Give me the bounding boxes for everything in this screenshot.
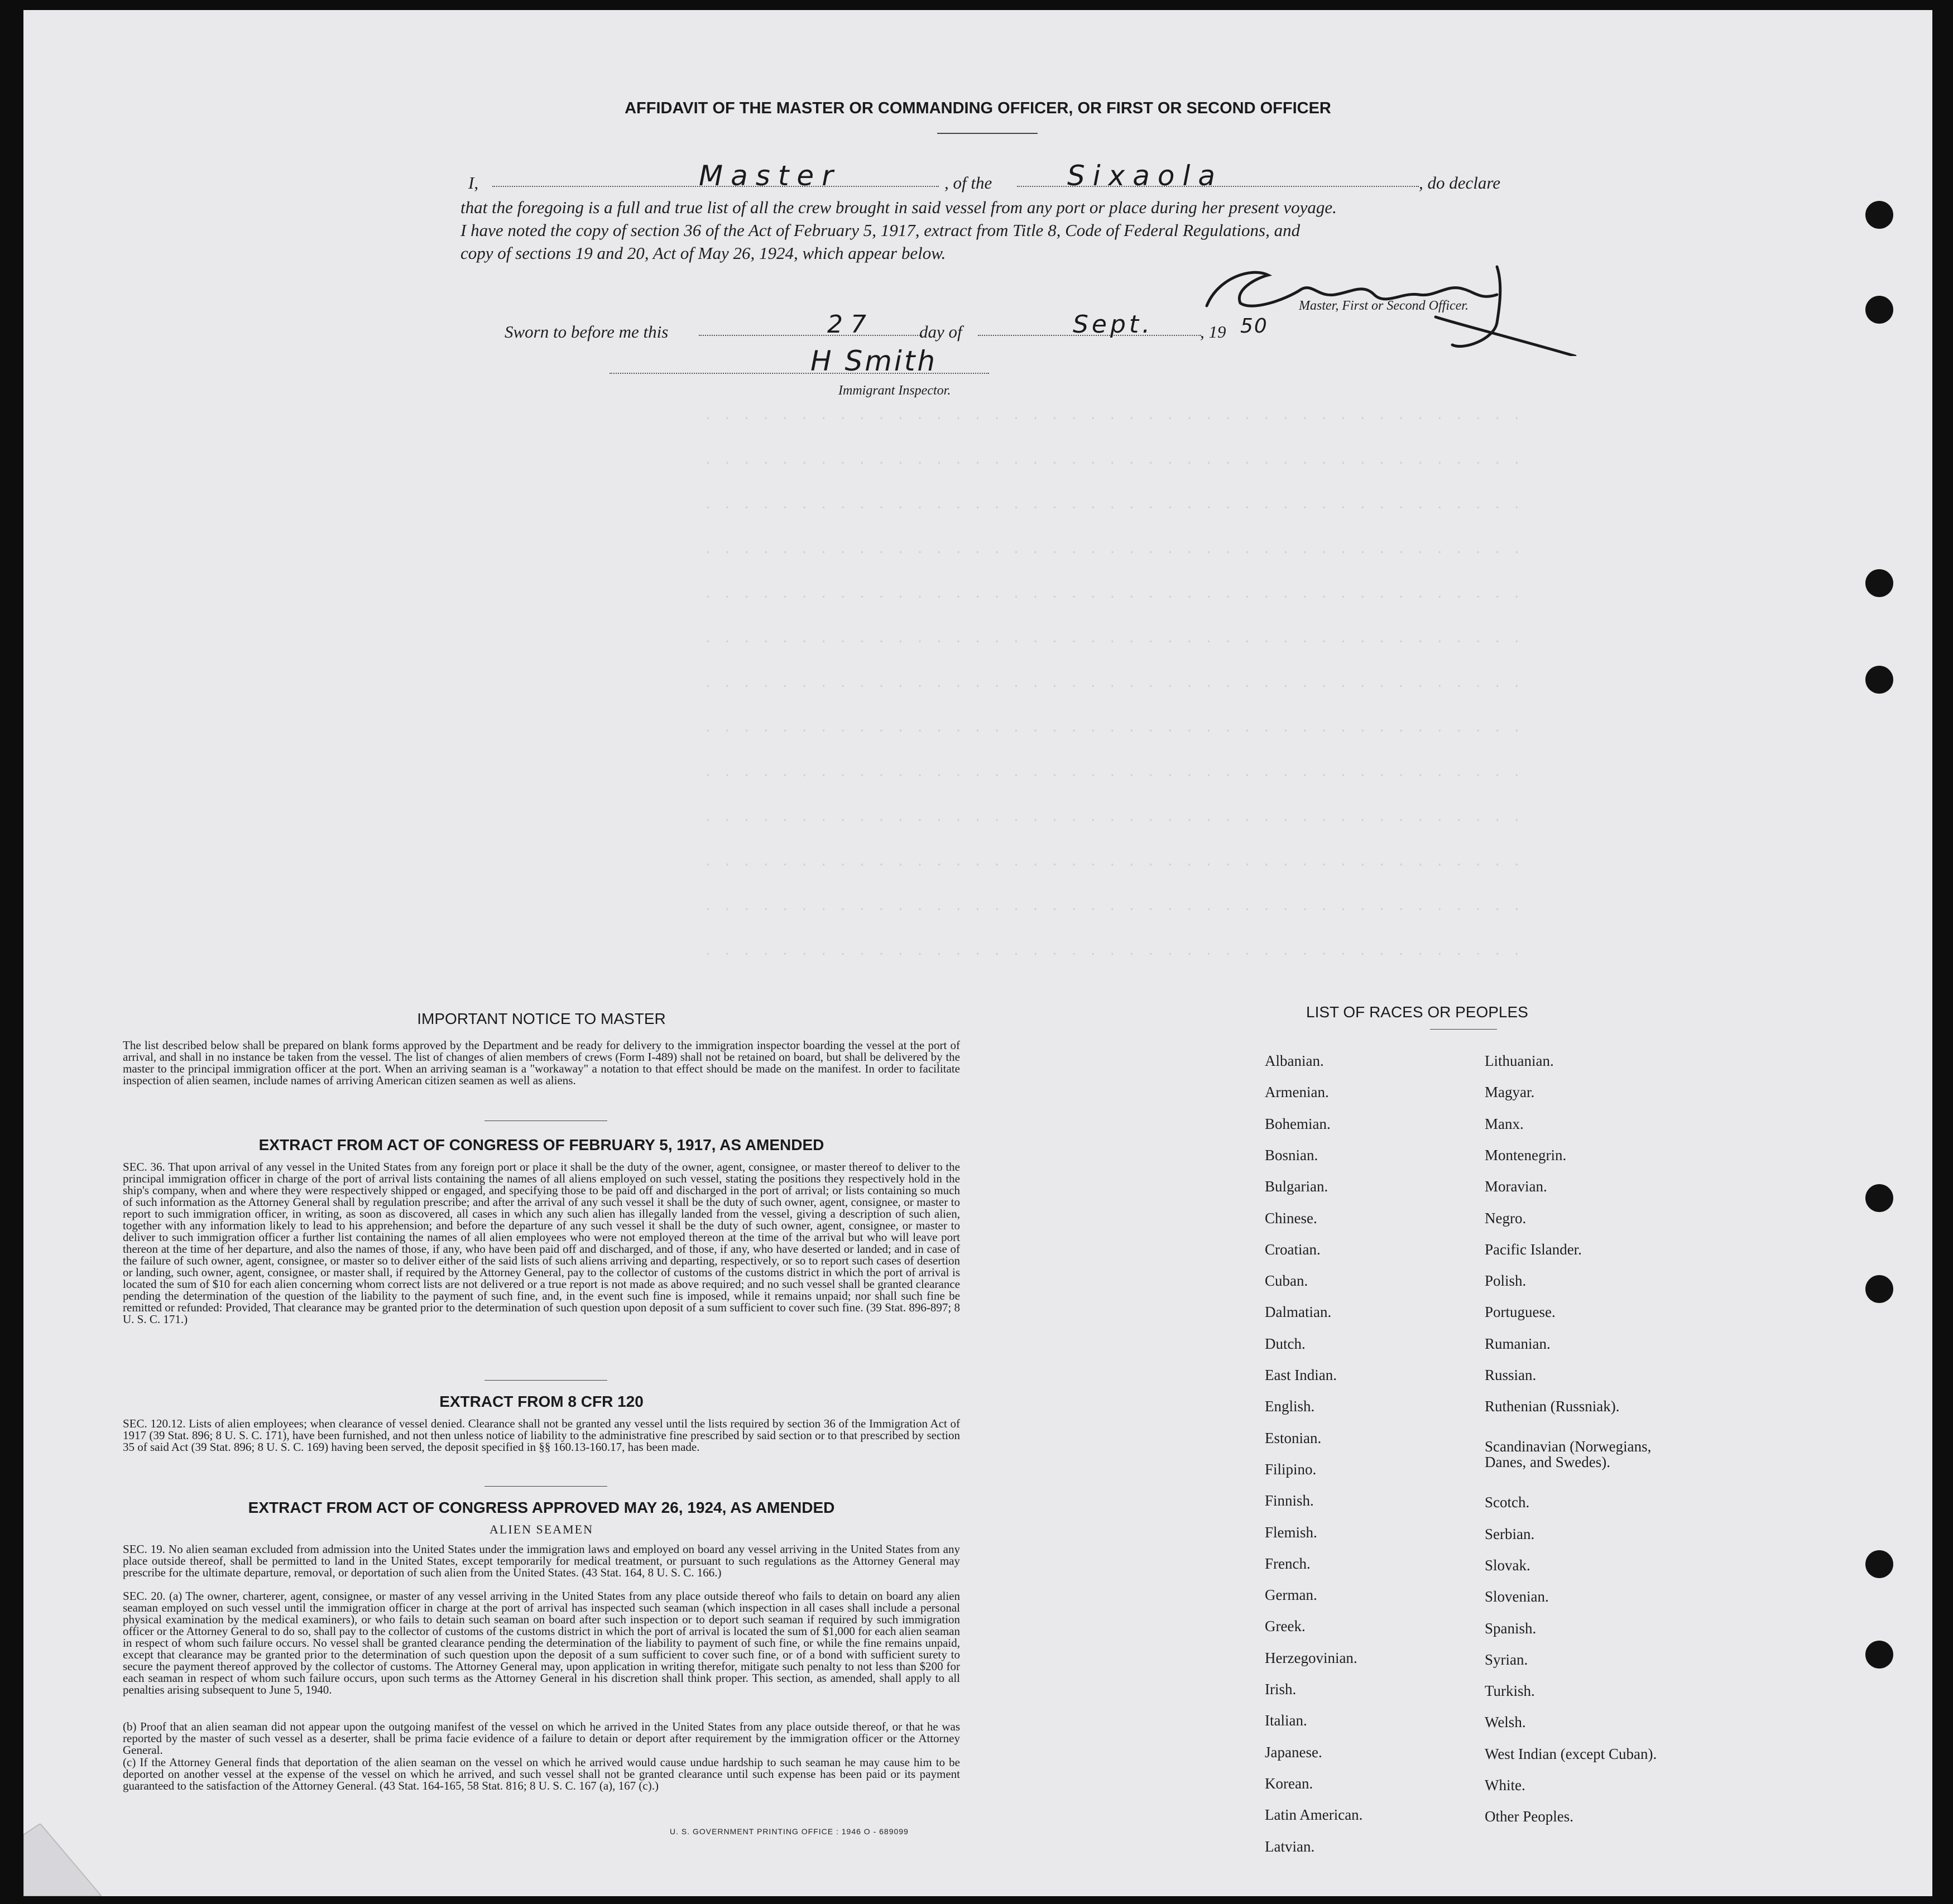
title-divider	[937, 133, 1038, 134]
race-item: White.	[1485, 1777, 1525, 1794]
bleed-through-row: · · · · · · · · · · · · · · · · · · · · · · · · · · · · · · · · · · · · · · · · · · ·	[704, 814, 1523, 828]
races-divider	[1430, 1029, 1497, 1030]
race-item: Greek.	[1265, 1618, 1306, 1635]
extract-1917-text: SEC. 36. That upon arrival of any vessel in the United States from any foreign port or place it shall be the duty of the owner, agent, consignee, or master thereof to deliver to the principal immigration officer in charge of the port of arrival lists containing the names of all aliens employed on such vessel, stating the positions they respectively hold in the ship's company, when and where they were respectively shipped or engaged, and specifying those to be paid off and discharged in the port of arrival; or lists containing so much of such information as the Attorney General shall by regulation prescribe; and after the arrival of any such vessel it shall be the duty of such owner, agent, consignee, or master to report to such immigration officer, in writing, as soon as discovered, all cases in which any such alien has illegally landed from the vessel, giving a description of such alien, together with any information likely to lead to his apprehension; and before the departure of any such vessel it shall be the duty of such owner, agent, consignee, or master to deliver to such immigration officer a further list containing the names of all alien employees who were not employed thereon at the time of the arrival but who will leave port thereon at the time of her departure, and also the names of those, if any, who have been paid off and discharged, and of those, if any, who have deserted or landed; and in case of the failure of such owner, agent, consignee, or master so to deliver either of the said lists of such aliens arriving and departing, respectively, or so to report such cases of desertion or landing, such owner, agent, consignee, or master shall, if required by the Attorney General, pay to the collector of customs of the customs district in which the port of arrival is located the sum of $10 for each alien concerning whom correct lists are not delivered or a true report is not made as above required; and no such vessel shall be granted clearance pending the determination of the question of the liability to the payment of such fine, and, in the event such fine is imposed, while it remains unpaid; nor shall such fine be remitted or refunded: Provided, That clearance may be granted prior to the determination of such question upon deposit of a sum sufficient to cover such fine. (39 Stat. 896-897; 8 U. S. C. 171.)	[123, 1160, 960, 1326]
sec-20b-text: (b) Proof that an alien seaman did not appear upon the outgoing manifest of the vessel on which he arrived in the United States from any place outside thereof, or that he was reported by the master of such vessel as a deserter, shall be prima facie evidence of a failure to detain or deport after requirement by the immigration officer or the Attorney General.	[123, 1720, 960, 1757]
race-item: Bosnian.	[1265, 1146, 1318, 1163]
race-item: Cuban.	[1265, 1272, 1308, 1290]
race-item: Bohemian.	[1265, 1115, 1331, 1132]
of-the-label: , of the	[944, 173, 992, 193]
affidavit-line-2: that the foregoing is a full and true list of all the crew brought in said vessel from any port or place during her present voyage.	[460, 198, 1337, 217]
race-item: Bulgarian.	[1265, 1178, 1328, 1195]
race-item: Estonian.	[1265, 1429, 1322, 1446]
race-item: Dalmatian.	[1265, 1304, 1332, 1321]
bleed-through-row: · · · · · · · · · · · · · · · · · · · · · · · · · · · · · · · · · · · · · · · · · · ·	[704, 769, 1523, 783]
race-item: Pacific Islander.	[1485, 1241, 1582, 1258]
race-item: French.	[1265, 1555, 1311, 1572]
race-item: Herzegovinian.	[1265, 1649, 1357, 1666]
affidavit-title: AFFIDAVIT OF THE MASTER OR COMMANDING OFFICER, OR FIRST OR SECOND OFFICER	[625, 99, 1331, 117]
sec-20c-text: (c) If the Attorney General finds that deportation of the alien seaman on the vessel on which he arrived would cause undue hardship to such seaman he may cause him to be deported on another vessel at the expense of the vessel on which he arrived, and such vessel shall not be granted clearance until such expense has been paid or its payment guaranteed to the satisfaction of the Attorney General. (43 Stat. 164-165, 58 Stat. 816; 8 U. S. C. 167 (a), 167 (c).)	[123, 1756, 960, 1792]
signature-caption: Master, First or Second Officer.	[1299, 299, 1469, 313]
race-item: Danes, and Swedes).	[1485, 1454, 1610, 1471]
bleed-through-row: · · · · · · · · · · · · · · · · · · · · · · · · · · · · · · · · · · · · · · · · · · ·	[704, 590, 1523, 604]
year-handwritten-value: 50	[1240, 315, 1268, 338]
race-item: Rumanian.	[1485, 1335, 1551, 1352]
bleed-through-row: · · · · · · · · · · · · · · · · · · · · · · · · · · · · · · · · · · · · · · · · · · ·	[704, 456, 1523, 470]
race-item: Albanian.	[1265, 1052, 1324, 1069]
races-title: LIST OF RACES OR PEOPLES	[1306, 1003, 1528, 1021]
notice-title: IMPORTANT NOTICE TO MASTER	[417, 1010, 666, 1027]
race-item: Other Peoples.	[1485, 1808, 1573, 1825]
race-item: West Indian (except Cuban).	[1485, 1745, 1657, 1762]
race-item: Scandinavian (Norwegians,	[1485, 1438, 1652, 1455]
race-item: East Indian.	[1265, 1367, 1337, 1383]
year-prefix-label: , 19	[1200, 322, 1226, 342]
race-item: Filipino.	[1265, 1460, 1317, 1478]
race-item: Moravian.	[1485, 1178, 1547, 1195]
race-item: Polish.	[1485, 1272, 1527, 1290]
sec-20a-text: SEC. 20. (a) The owner, charterer, agent, consignee, or master of any vessel arriving in the United States from any place outside thereof who fails to detain on board any alien seaman employed on such vessel until the immigration officer in charge at the port of arrival has inspected such seaman (which inspection in all cases shall include a personal physical examination by the medical examiners), or who fails to detain such seaman on board after such inspection or to deport such seaman if required by such immigration officer or the Attorney General to do so, shall pay to the collector of customs of the customs district in which the port of arrival is located the sum of $1,000 for each alien seaman in respect of whom such failure occurs. No vessel shall be granted clearance pending the determination of the liability to payment of such fine, or while the fine remains unpaid, except that clearance may be granted prior to the determination of such question upon the deposit of a sum sufficient to cover such fine, or of a bond with sufficient surety to secure the payment thereof approved by the collector of customs. The Attorney General may, upon application in writing therefor, mitigate such penalty to not less than $200 for each seaman in respect of whom such failure occurs, upon such terms as the Attorney General in his discretion shall think proper. This section, as amended, shall apply to all penalties arising subsequent to June 5, 1940.	[123, 1589, 960, 1696]
day-of-label: day of	[919, 322, 962, 342]
race-item: Croatian.	[1265, 1241, 1321, 1258]
inspector-caption: Immigrant Inspector.	[838, 383, 951, 398]
section-divider	[484, 1486, 607, 1487]
race-item: Lithuanian.	[1485, 1052, 1554, 1069]
race-item: Slovak.	[1485, 1556, 1530, 1574]
race-item: Negro.	[1485, 1209, 1527, 1227]
extract-1924-title: EXTRACT FROM ACT OF CONGRESS APPROVED MAY 26, 1924, AS AMENDED	[248, 1499, 835, 1516]
punch-hole	[1865, 1275, 1893, 1303]
race-item: Ruthenian (Russniak).	[1485, 1398, 1620, 1415]
bleed-through-row: · · · · · · · · · · · · · · · · · · · · · · · · · · · · · · · · · · · · · · · · · · ·	[704, 680, 1523, 694]
section-divider	[484, 1380, 607, 1381]
inspector-field-line	[610, 373, 989, 374]
extract-1917-title: EXTRACT FROM ACT OF CONGRESS OF FEBRUARY 5, 1917, AS AMENDED	[258, 1136, 824, 1153]
race-item: Turkish.	[1485, 1682, 1535, 1700]
race-item: German.	[1265, 1586, 1317, 1604]
notice-text: The list described below shall be prepared on blank forms approved by the Department and be ready for delivery to the immigration inspector boarding the vessel at the port of arrival, and shall in no instance be taken from the vessel. The list of changes of alien members of crews (Form I-489) shall not be retained on board, but shall be delivered by the master to the principal immigration officer at the port. When an arriving seaman is a "workaway" a notation to that effect should be made on the manifest. In order to facilitate inspection of alien seamen, include names of arriving American citizen seamen as well as aliens.	[123, 1038, 960, 1087]
bleed-through-row: · · · · · · · · · · · · · · · · · · · · · · · · · · · · · · · · · · · · · · · · · · ·	[704, 546, 1523, 560]
do-declare-label: , do declare	[1419, 173, 1501, 193]
punch-hole	[1865, 296, 1893, 324]
race-item: Japanese.	[1265, 1743, 1322, 1761]
inspector-signature: H Smith	[810, 345, 938, 377]
punch-hole	[1865, 1184, 1893, 1212]
sworn-label: Sworn to before me this	[505, 322, 669, 342]
affidavit-line-3: I have noted the copy of section 36 of the Act of February 5, 1917, extract from Title 8, Code of Federal Regulations, and	[460, 220, 1301, 240]
punch-hole	[1865, 201, 1893, 229]
race-item: Spanish.	[1485, 1619, 1537, 1637]
race-item: Welsh.	[1485, 1714, 1526, 1731]
vessel-handwritten-value: Sixaola	[1067, 160, 1223, 192]
extract-cfr-text: SEC. 120.12. Lists of alien employees; when clearance of vessel denied. Clearance shall not be granted any vessel until the lists required by section 36 of the Immigration Act of 1917 (39 Stat. 896; 8 U. S. C. 171), have been furnished, and not then unless notice of liability to the administrative fine prescribed by said section or to that prescribed by section 35 of said Act (39 Stat. 896; 8 U. S. C. 169) having been served, the deposit specified in §§ 160.13-160.17, has been made.	[123, 1417, 960, 1454]
bleed-through-row: · · · · · · · · · · · · · · · · · · · · · · · · · · · · · · · · · · · · · · · · · · ·	[704, 635, 1523, 649]
race-item: Chinese.	[1265, 1209, 1317, 1227]
master-handwritten-value: Master	[699, 160, 841, 192]
printing-office-imprint: U. S. GOVERNMENT PRINTING OFFICE : 1946 O - 689099	[670, 1827, 909, 1836]
race-item: Irish.	[1265, 1681, 1297, 1698]
extract-1924-subtitle: ALIEN SEAMEN	[490, 1522, 593, 1536]
race-item: Portuguese.	[1485, 1304, 1556, 1321]
race-item: Latvian.	[1265, 1838, 1315, 1855]
bleed-through-row: · · · · · · · · · · · · · · · · · · · · · · · · · · · · · · · · · · · · · · · · · · ·	[704, 858, 1523, 872]
punch-hole	[1865, 1550, 1893, 1578]
bleed-through-row: · · · · · · · · · · · · · · · · · · · · · · · · · · · · · · · · · · · · · · · · · · ·	[704, 903, 1523, 917]
punch-hole	[1865, 1641, 1893, 1669]
race-item: Slovenian.	[1485, 1588, 1549, 1605]
race-item: Russian.	[1485, 1367, 1537, 1383]
race-item: Syrian.	[1485, 1651, 1528, 1668]
race-item: Manx.	[1485, 1115, 1524, 1132]
race-item: Scotch.	[1485, 1494, 1530, 1511]
race-item: Serbian.	[1485, 1525, 1535, 1542]
race-item: Magyar.	[1485, 1084, 1535, 1101]
race-item: Dutch.	[1265, 1335, 1306, 1352]
day-field-line	[699, 335, 922, 336]
race-item: English.	[1265, 1398, 1315, 1415]
punch-hole	[1865, 569, 1893, 597]
race-item: Finnish.	[1265, 1492, 1314, 1509]
sec-19-text: SEC. 19. No alien seaman excluded from admission into the United States under the immigration laws and employed on board any vessel arriving in the United States from any place outside thereof, shall be permitted to land in the United States, except temporarily for medical treatment, or pursuant to such regulations as the Attorney General may prescribe for the ultimate departure, removal, or deportation of such alien from the United States. (43 Stat. 164, 8 U. S. C. 166.)	[123, 1542, 960, 1579]
extract-cfr-title: EXTRACT FROM 8 CFR 120	[439, 1393, 644, 1410]
document-page	[23, 10, 1932, 1896]
punch-hole	[1865, 666, 1893, 694]
bleed-through-row: · · · · · · · · · · · · · · · · · · · · · · · · · · · · · · · · · · · · · · · · · · ·	[704, 501, 1523, 515]
race-item: Montenegrin.	[1485, 1146, 1567, 1163]
i-label: I,	[468, 173, 479, 193]
bleed-through-row: · · · · · · · · · · · · · · · · · · · · · · · · · · · · · · · · · · · · · · · · · · ·	[704, 948, 1523, 961]
folded-corner	[23, 1824, 102, 1896]
race-item: Armenian.	[1265, 1084, 1329, 1101]
affidavit-line-4: copy of sections 19 and 20, Act of May 26, 1924, which appear below.	[460, 243, 946, 263]
day-handwritten-value: 27	[827, 310, 874, 339]
bleed-through-row: · · · · · · · · · · · · · · · · · · · · · · · · · · · · · · · · · · · · · · · · · · ·	[704, 412, 1523, 426]
race-item: Latin American.	[1265, 1806, 1363, 1824]
bleed-through-row: · · · · · · · · · · · · · · · · · · · · · · · · · · · · · · · · · · · · · · · · · · ·	[704, 724, 1523, 738]
race-item: Italian.	[1265, 1712, 1307, 1729]
race-item: Flemish.	[1265, 1523, 1317, 1541]
month-handwritten-value: Sept.	[1073, 310, 1154, 339]
race-item: Korean.	[1265, 1775, 1313, 1792]
